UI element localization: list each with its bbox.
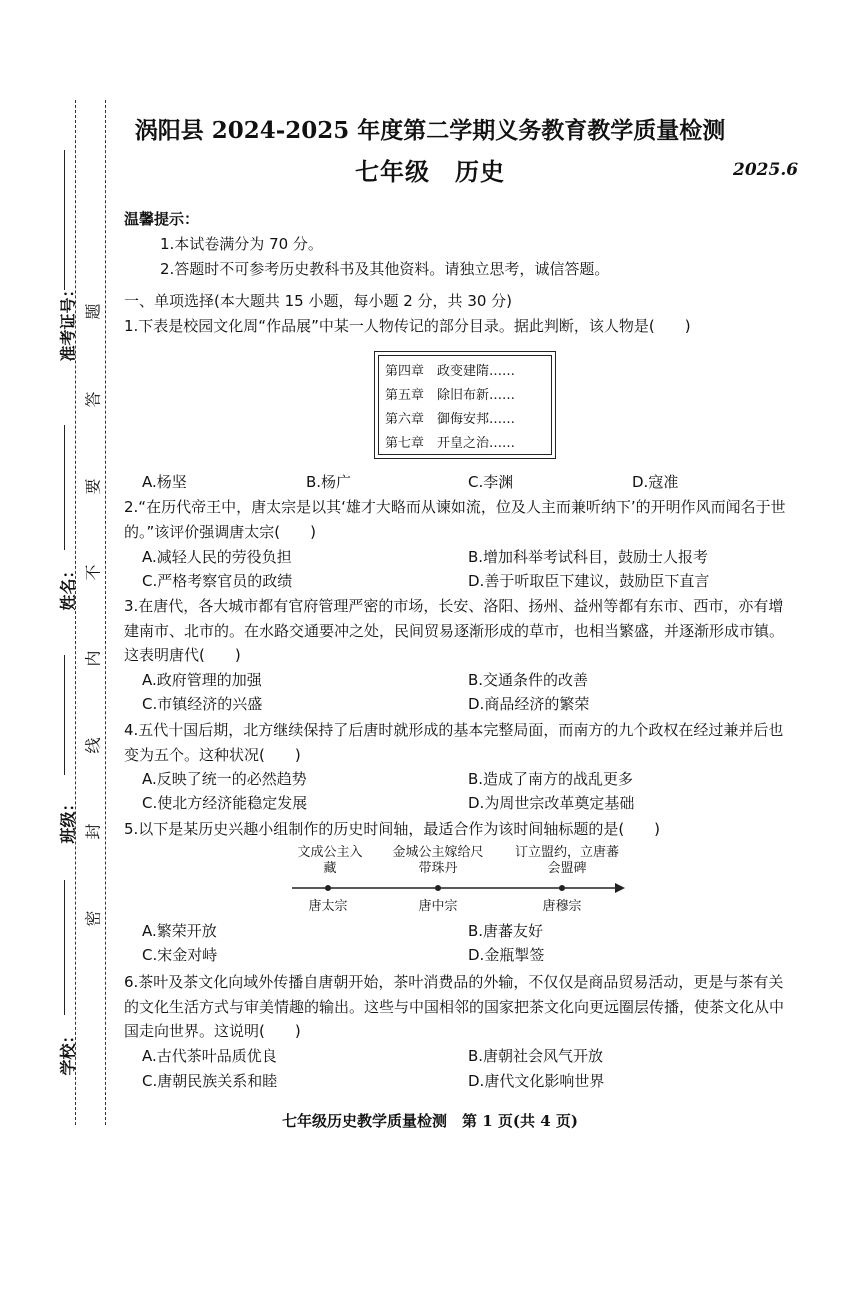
section-heading: 一、单项选择(本大题共 15 小题，每小题 2 分，共 30 分) — [124, 292, 513, 310]
option-d[interactable]: D.为周世宗改革奠定基础 — [468, 794, 635, 812]
question-stem: 4.五代十国后期，北方继续保持了后唐时就形成的基本完整局面，而南方的九个政权在经过兼并后也变为五个。这种状况( ) — [124, 721, 784, 764]
question-stem: 3.在唐代，各大城市都有官府管理严密的市场，长安、洛阳、扬州、益州等都有东市、西市，亦有增建南市、北市的。在水路交通要冲之处，民间贸易逐渐形成的草市，也相当繁盛，并逐渐形成市镇。这表明唐代( ) — [124, 597, 785, 664]
option-d[interactable]: D.唐代文化影响世界 — [468, 1072, 605, 1090]
exam-number-label: 准考证号： — [58, 281, 78, 362]
exam-subtitle: 七年级 历史 — [355, 157, 505, 186]
option-a[interactable]: A.减轻人民的劳役负担 — [142, 548, 292, 566]
question-stem: 2.“在历代帝王中，唐太宗是以其‘雄才大略而从谏如流，位及人主而兼听纳下’的开明作风而闻名于世的。”该评价强调唐太宗( ) — [124, 498, 786, 541]
option-d[interactable]: D.善于听取臣下建议，鼓励臣下直言 — [468, 572, 710, 590]
class-line[interactable] — [64, 655, 65, 775]
option-b[interactable]: B.交通条件的改善 — [468, 671, 589, 689]
timeline-event: 金城公主嫁给尺带珠丹 — [392, 845, 484, 876]
page-footer: 七年级历史教学质量检测 第 1 页(共 4 页) — [282, 1112, 578, 1130]
timeline-ruler: 唐中宗 — [418, 899, 458, 914]
tip-item: 1.本试卷满分为 70 分。 — [160, 235, 323, 253]
name-label: 姓名： — [58, 562, 78, 611]
seal-char: 封 — [83, 823, 103, 840]
timeline-event: 文成公主入藏 — [297, 845, 363, 876]
option-a[interactable]: A.古代茶叶品质优良 — [142, 1047, 277, 1065]
exam-date: 2025.6 — [733, 160, 799, 180]
seal-char: 要 — [83, 478, 103, 495]
option-a[interactable]: A.繁荣开放 — [142, 922, 217, 940]
seal-char: 题 — [83, 303, 103, 320]
option-c[interactable]: C.严格考察官员的政绩 — [142, 572, 293, 590]
question-stem: 5.以下是某历史兴趣小组制作的历史时间轴，最适合作为该时间轴标题的是( ) — [124, 820, 661, 838]
option-c[interactable]: C.使北方经济能稳定发展 — [142, 794, 308, 812]
seal-char: 内 — [83, 650, 103, 667]
option-c[interactable]: C.市镇经济的兴盛 — [142, 695, 263, 713]
option-a[interactable]: A.杨坚 — [142, 473, 187, 491]
contents-row: 第五章 除旧布新…… — [385, 388, 516, 403]
question-stem: 6.茶叶及茶文化向域外传播自唐朝开始，茶叶消费品的外输，不仅仅是商品贸易活动，更是与茶有关的文化生活方式与审美情趣的输出。这些与中国相邻的国家把茶文化向更远圈层传播，使茶文化从中国走向世界。这说明( ) — [124, 973, 785, 1040]
option-c[interactable]: C.李渊 — [468, 473, 514, 491]
option-d[interactable]: D.寇准 — [632, 473, 679, 491]
option-c[interactable]: C.宋金对峙 — [142, 946, 218, 964]
contents-row: 第七章 开皇之治…… — [385, 436, 516, 451]
option-b[interactable]: B.唐蕃友好 — [468, 922, 544, 940]
timeline-event: 订立盟约，立唐蕃会盟碑 — [514, 845, 619, 876]
seal-char: 密 — [83, 910, 103, 927]
timeline-axis — [290, 878, 630, 898]
biography-contents-table — [374, 351, 556, 459]
class-label: 班级： — [58, 795, 78, 844]
option-d[interactable]: D.金瓶掣签 — [468, 946, 545, 964]
option-b[interactable]: B.增加科举考试科目，鼓励士人报考 — [468, 548, 709, 566]
question-stem: 1.下表是校园文化周“作品展”中某一人物传记的部分目录。据此判断，该人物是( ) — [124, 317, 691, 335]
seal-char: 不 — [83, 564, 103, 581]
option-a[interactable]: A.政府管理的加强 — [142, 671, 262, 689]
seal-char: 线 — [83, 737, 103, 754]
contents-row: 第六章 御侮安邦…… — [385, 412, 516, 427]
option-c[interactable]: C.唐朝民族关系和睦 — [142, 1072, 278, 1090]
option-b[interactable]: B.造成了南方的战乱更多 — [468, 770, 634, 788]
timeline-ruler: 唐太宗 — [308, 899, 348, 914]
binding-dashed-line-inner — [105, 100, 106, 1125]
tip-item: 2.答题时不可参考历史教科书及其他资料。请独立思考，诚信答题。 — [160, 260, 610, 278]
option-b[interactable]: B.唐朝社会风气开放 — [468, 1047, 604, 1065]
timeline-ruler: 唐穆宗 — [542, 899, 582, 914]
option-a[interactable]: A.反映了统一的必然趋势 — [142, 770, 307, 788]
option-b[interactable]: B.杨广 — [306, 473, 352, 491]
exam-title: 涡阳县 2024-2025 年度第二学期义务教育教学质量检测 — [134, 117, 726, 144]
contents-row: 第四章 政变建隋…… — [385, 364, 516, 379]
seal-char: 答 — [83, 391, 103, 408]
name-line[interactable] — [64, 425, 65, 550]
school-label: 学校： — [58, 1027, 78, 1076]
tips-heading: 温馨提示： — [124, 210, 200, 228]
option-d[interactable]: D.商品经济的繁荣 — [468, 695, 590, 713]
school-line[interactable] — [64, 880, 65, 1015]
